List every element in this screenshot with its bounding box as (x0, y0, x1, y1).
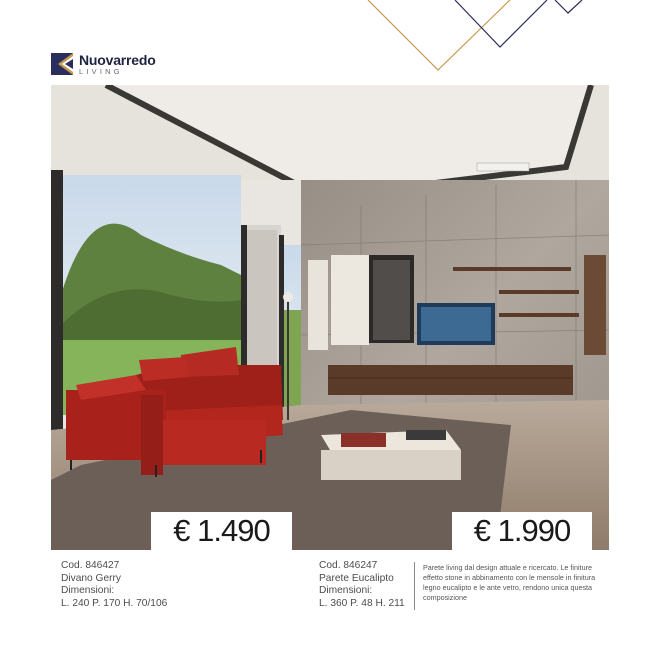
sofa-code: Cod. 846427 (61, 560, 120, 571)
sofa-dimensions-label: Dimensioni: (61, 585, 115, 597)
sofa-price-tag: € 1.490 (151, 512, 292, 550)
brand-subtitle: LIVING (79, 67, 123, 76)
wall-unit-dimensions: L. 360 P. 48 H. 211 (319, 597, 405, 609)
sofa-dimensions: L. 240 P. 170 H. 70/106 (61, 597, 168, 609)
wall-unit-description: Parete living dal design attuale e ricercato. Le finiture effetto stone in abbinamento con le mensole in finitura legno eucalipto e le ante vetro, rendono unica questa composizione (423, 563, 596, 602)
brand-logo-icon (51, 53, 73, 75)
wall-unit-code: Cod. 846247 (319, 560, 378, 571)
wall-unit-product-info (319, 560, 405, 610)
sofa-name: Divano Gerry (61, 572, 122, 584)
brand-name: Nuovarredo (79, 52, 156, 68)
wall-unit-price-tag: € 1.990 (452, 512, 592, 550)
wall-unit-name: Parete Eucalipto (319, 572, 394, 584)
sofa-product-info (61, 560, 167, 610)
text-divider (414, 562, 415, 610)
brand-logo (51, 53, 156, 76)
living-room-photo (51, 85, 609, 550)
wall-unit-dimensions-label: Dimensioni: (319, 585, 373, 597)
